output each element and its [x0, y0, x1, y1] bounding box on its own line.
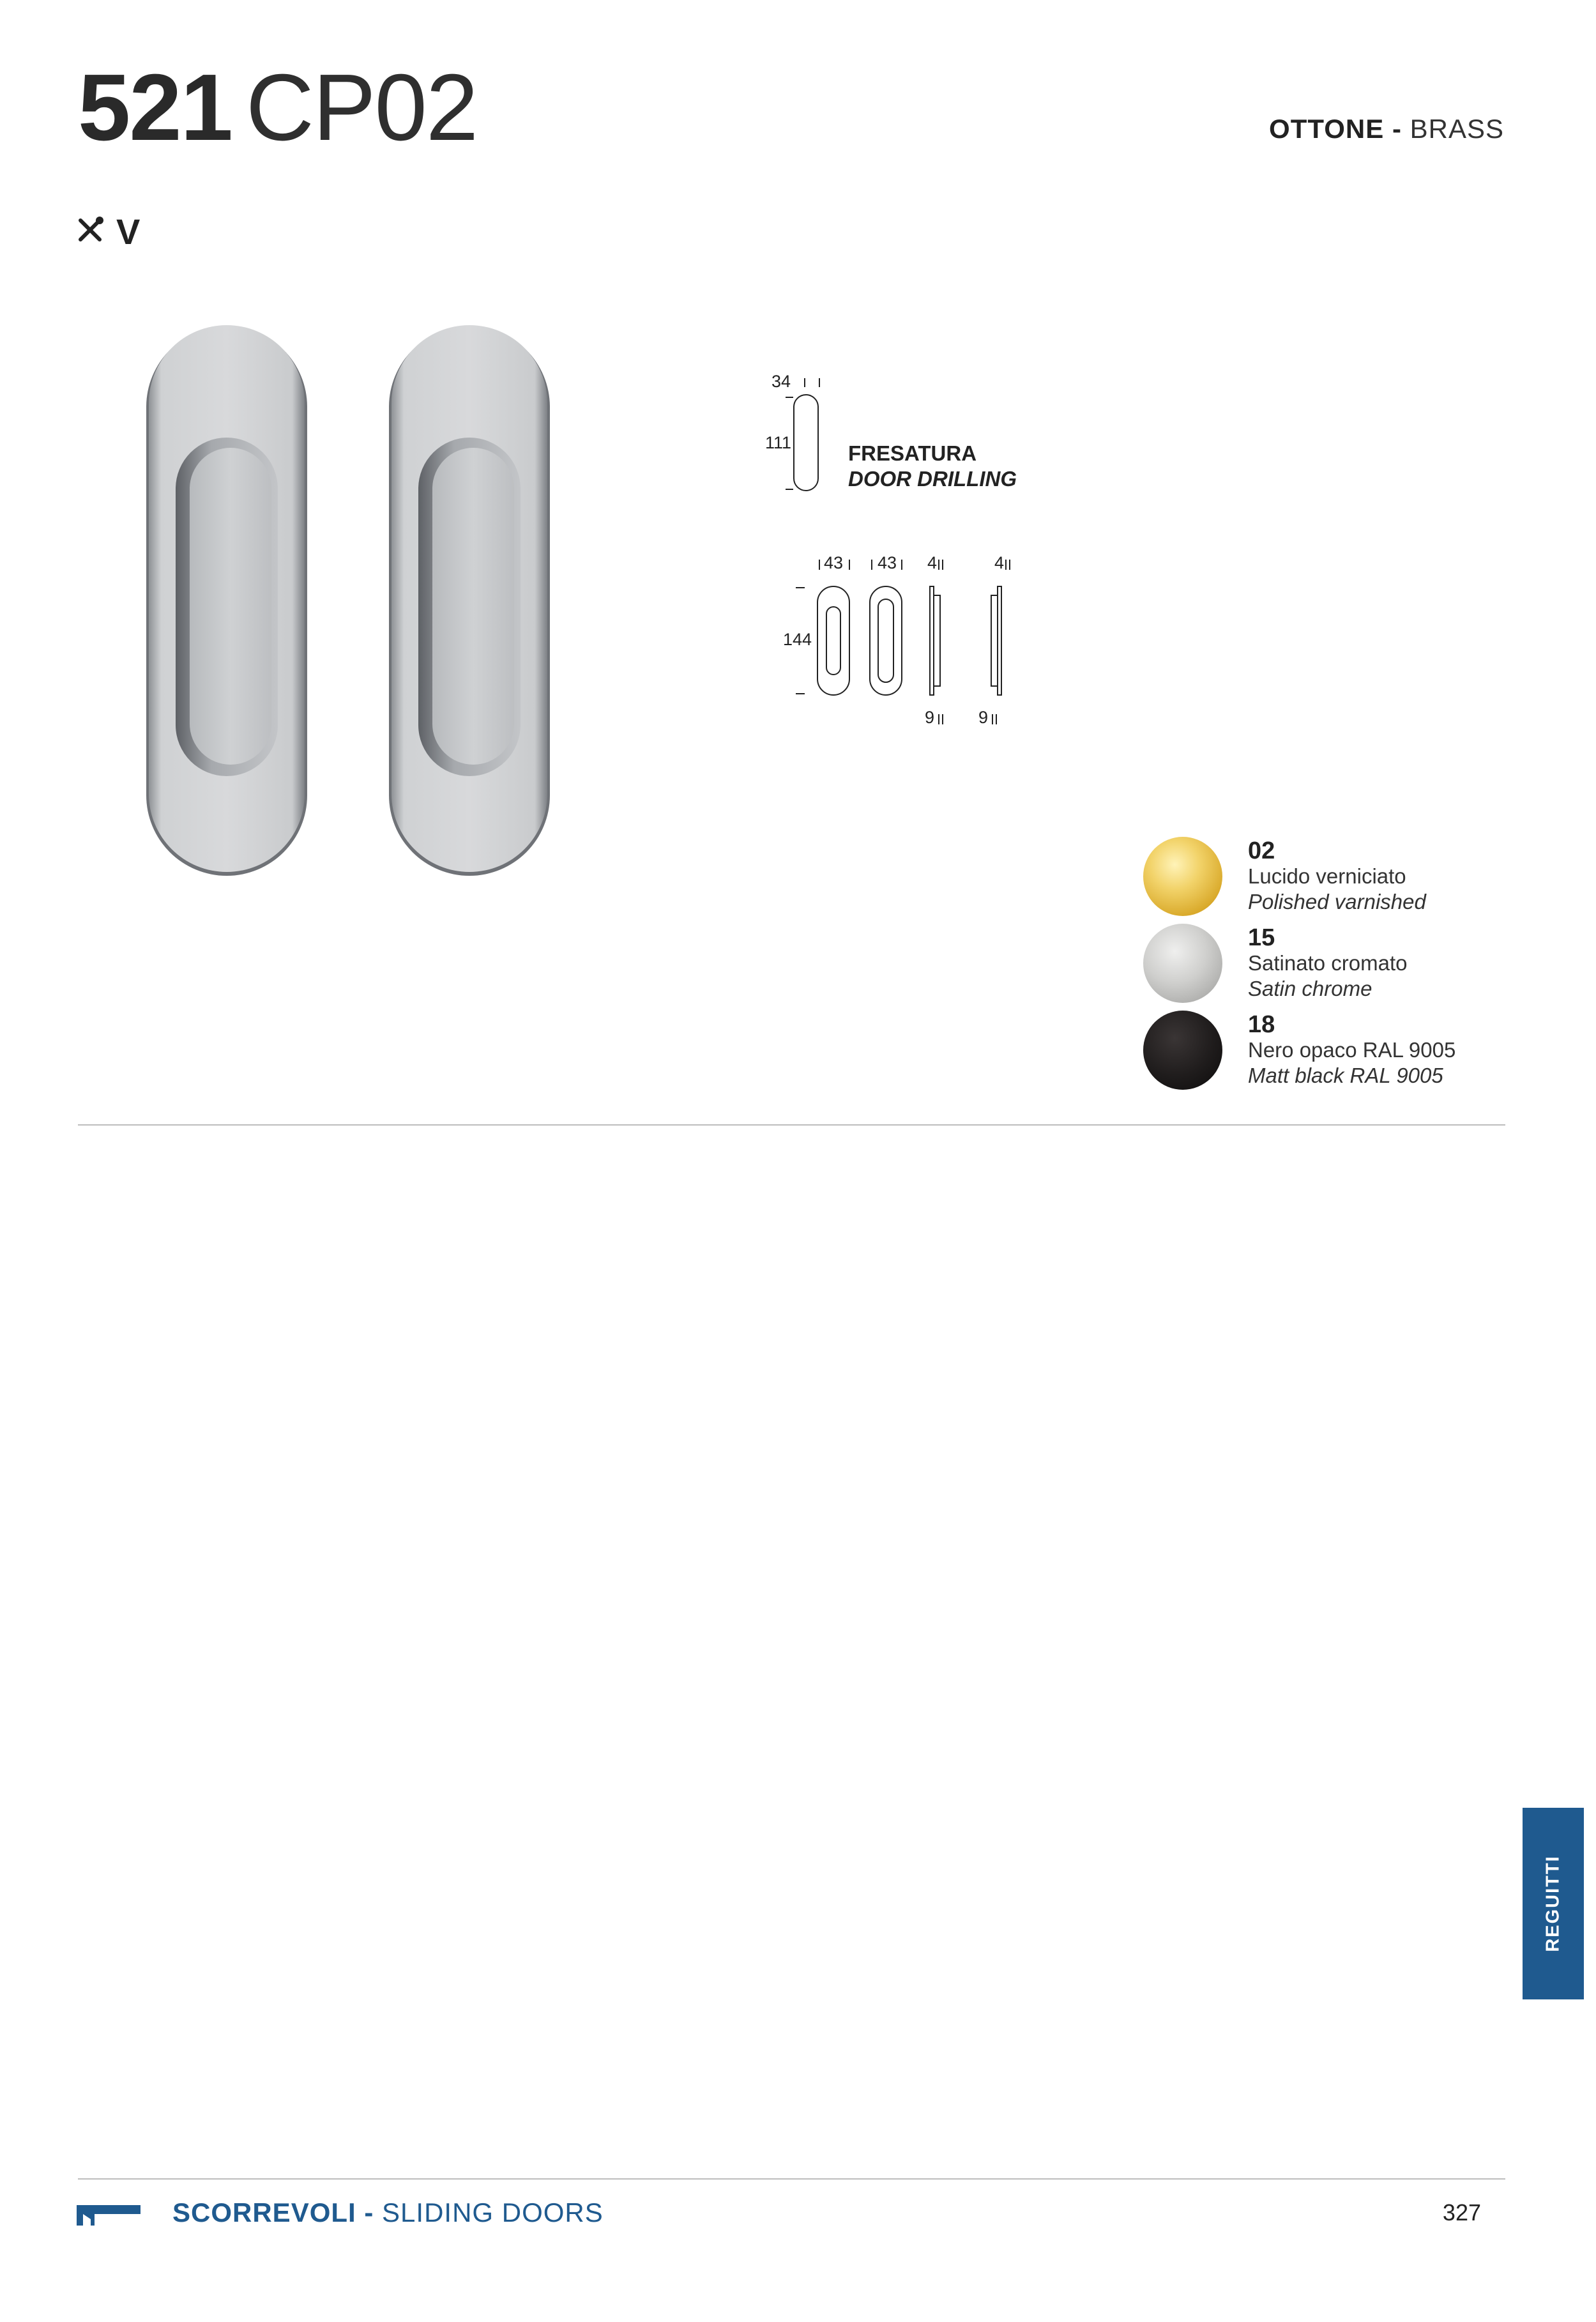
footer-section-title	[172, 2197, 604, 2228]
finish-item-18	[1143, 1011, 1455, 1097]
finish-item-15	[1143, 924, 1455, 1011]
product-title	[78, 55, 478, 160]
finish-name-it: Satinato cromato	[1248, 951, 1408, 975]
handle-right	[389, 325, 550, 876]
tool-badge	[75, 211, 140, 252]
door-drilling-label	[848, 441, 1017, 492]
handle-thickness-a: 9	[925, 708, 935, 727]
milling-height: 111	[765, 433, 792, 452]
finish-swatch-gold	[1143, 837, 1222, 916]
brand-logo-icon	[77, 2201, 141, 2231]
section-divider	[78, 1124, 1505, 1126]
technical-drawings	[760, 364, 1079, 763]
tool-label: V	[116, 211, 141, 252]
handle-width-a: 43	[824, 553, 844, 572]
finish-item-02	[1143, 837, 1455, 924]
finish-code: 18	[1248, 1011, 1275, 1038]
footer-section-main: SCORREVOLI -	[172, 2197, 374, 2227]
handle-depth-b: 4	[994, 553, 1005, 572]
model-name: CP02	[245, 55, 478, 160]
finish-list	[1143, 837, 1455, 1097]
finish-swatch-chrome	[1143, 924, 1222, 1003]
material-main: OTTONE -	[1269, 114, 1402, 144]
handle-width-b: 43	[878, 553, 897, 572]
milling-width: 34	[771, 372, 791, 391]
handle-depth-a: 4	[927, 553, 938, 572]
finish-name-en: Polished varnished	[1248, 890, 1426, 913]
material-label	[1269, 114, 1504, 144]
handle-thickness-b: 9	[978, 708, 989, 727]
page-number: 327	[1442, 2199, 1481, 2226]
milling-label: FRESATURA	[848, 441, 977, 465]
material-alt: BRASS	[1401, 114, 1504, 144]
handle-front-view-a	[817, 586, 849, 695]
handle-height: 144	[783, 630, 812, 649]
brand-side-tab[interactable]	[1523, 1808, 1584, 1999]
footer-divider	[78, 2178, 1505, 2180]
side-tab-label: REGUITTI	[1542, 1855, 1563, 1952]
finish-name-it: Nero opaco RAL 9005	[1248, 1038, 1456, 1062]
finish-name-it: Lucido verniciato	[1248, 864, 1406, 888]
milling-outline	[794, 395, 818, 491]
milling-label-en: DOOR DRILLING	[848, 467, 1017, 491]
handle-front-view-b	[870, 586, 902, 695]
finish-code: 02	[1248, 837, 1275, 864]
footer-section-alt: SLIDING DOORS	[374, 2197, 604, 2227]
tools-icon	[75, 215, 105, 248]
product-image	[144, 323, 565, 888]
finish-code: 15	[1248, 924, 1275, 951]
finish-name-en: Satin chrome	[1248, 977, 1372, 1000]
finish-name-en: Matt black RAL 9005	[1248, 1064, 1443, 1087]
finish-swatch-black	[1143, 1011, 1222, 1090]
handle-left	[146, 325, 307, 876]
model-code: 521	[78, 55, 232, 160]
